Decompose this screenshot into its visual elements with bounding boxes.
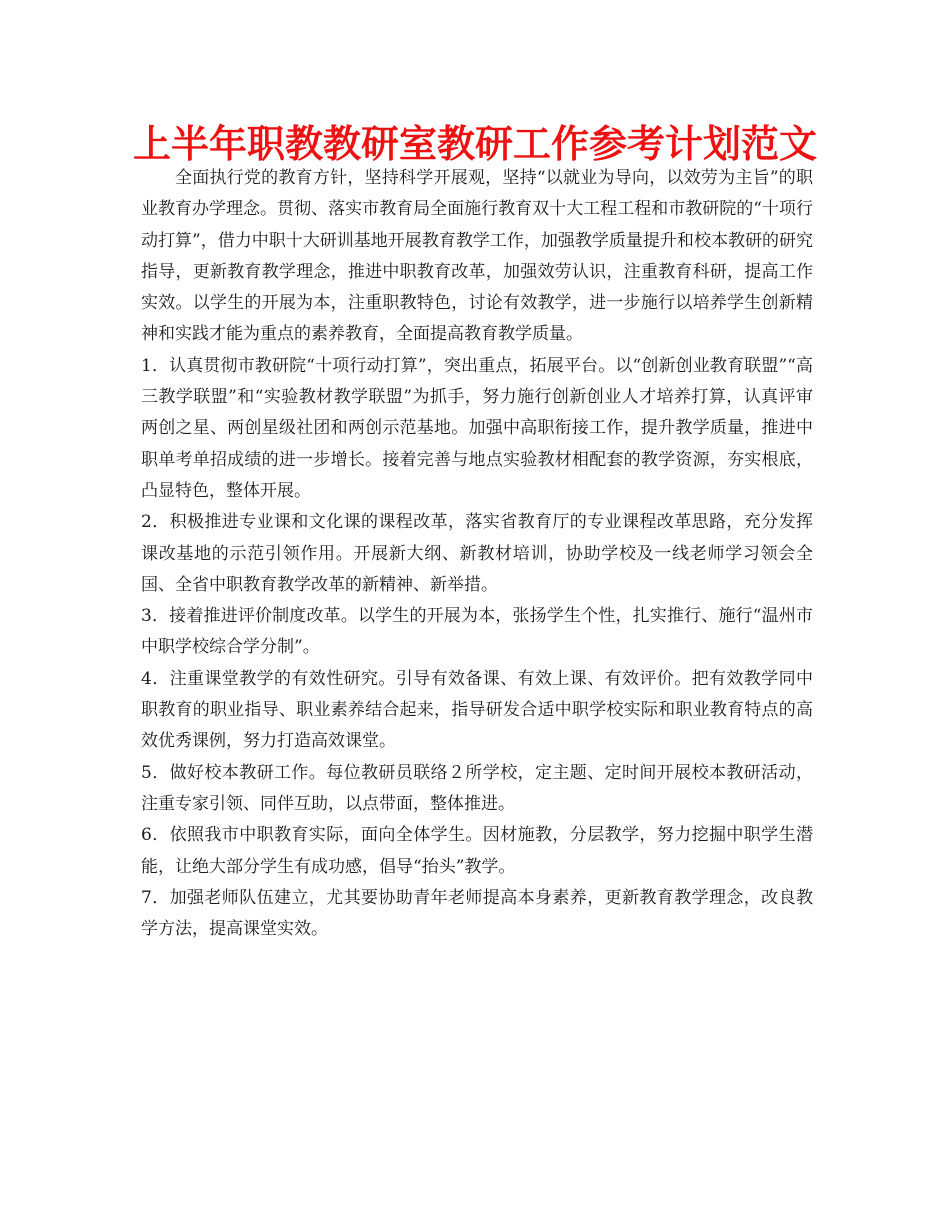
list-item-5: 5．做好校本教研工作。每位教研员联络２所学校，定主题、定时间开展校本教研活动，注重专家引领、同伴互助，以点带面，整体推进。 (141, 762, 813, 814)
intro-paragraph: 全面执行党的教育方针，坚持科学开展观，坚持“以就业为导向，以效劳为主旨”的职业教育办学理念。贯彻、落实市教育局全面施行教育双十大工程工程和市教研院的“十项行动打算”，借力中职十大研训基地开展教育教学工作，加强教学质量提升和校本教研的研究指导，更新教育教学理念，推进中职教育改革，加强效劳认识，注重教育科研，提高工作实效。以学生的开展为本，注重职教特色，讨论有效教学，进一步施行以培养学生创新精神和实践才能为重点的素养教育，全面提高教育教学质量。 (141, 168, 813, 345)
list-item-4: 4．注重课堂教学的有效性研究。引导有效备课、有效上课、有效评价。把有效教学同中职教育的职业指导、职业素养结合起来，指导研发合适中职学校实际和职业教育特点的高效优秀课例，努力打造高效课堂。 (141, 668, 813, 752)
list-item-2: 2．积极推进专业课和文化课的课程改革，落实省教育厅的专业课程改革思路，充分发挥课改基地的示范引领作用。开展新大纲、新教材培训，协助学校及一线老师学习领会全国、全省中职教育教学改革的新精神、新举措。 (141, 512, 813, 595)
list-item-6: 6．依照我市中职教育实际，面向全体学生。因材施教，分层教学，努力挖掘中职学生潜能，让绝大部分学生有成功感，倡导“抬头”教学。 (141, 825, 813, 877)
list-item-7: 7．加强老师队伍建立，尤其要协助青年老师提高本身素养，更新教育教学理念，改良教学方法，提高课堂实效。 (141, 887, 813, 940)
list-item-3: 3．接着推进评价制度改革。以学生的开展为本，张扬学生个性，扎实推行、施行“温州市中职学校综合学分制”。 (141, 606, 813, 658)
document-title: 上半年职教教研室教研工作参考计划范文 (132, 122, 817, 166)
document-body (141, 163, 813, 945)
list-item-1: 1．认真贯彻市教研院“十项行动打算”，突出重点，拓展平台。以“创新创业教育联盟”“高三教学联盟”和“实验教材教学联盟”为抓手，努力施行创新创业人才培养打算，认真评审两创之星、两创星级社团和两创示范基地。加强中高职衔接工作，提升教学质量，推进中职单考单招成绩的进一步增长。接着完善与地点实验教材相配套的教学资源，夯实根底，凸显特色，整体开展。 (141, 355, 813, 501)
